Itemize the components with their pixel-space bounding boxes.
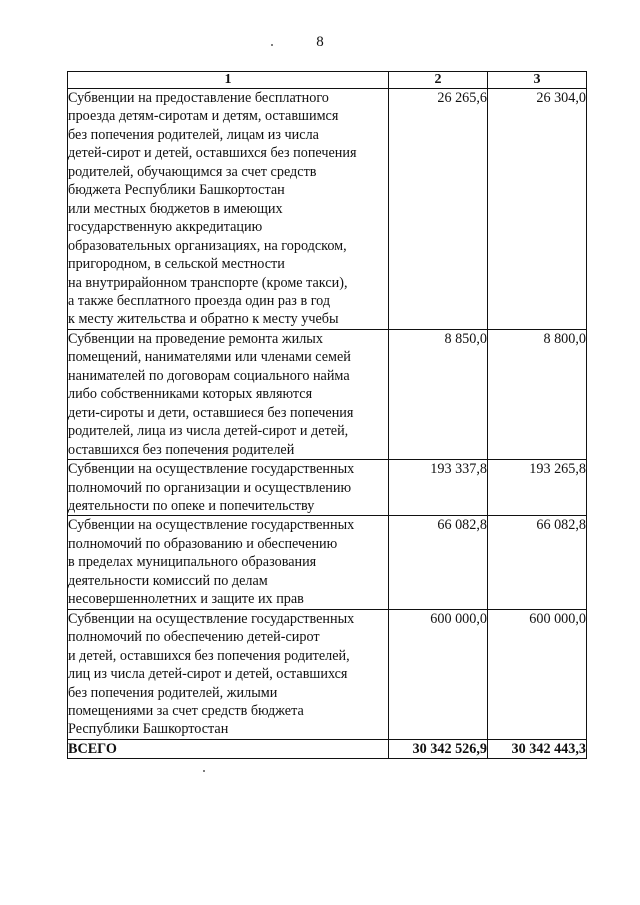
description-line: помещениями за счет средств бюджета	[68, 702, 304, 719]
value-col3: 600 000,0	[488, 609, 587, 739]
total-label: ВСЕГО	[68, 739, 389, 758]
description-line: оставшихся без попечения родителей	[68, 441, 295, 458]
page-number: 8	[316, 34, 324, 50]
value-col3: 26 304,0	[488, 89, 587, 330]
scan-speck	[203, 770, 205, 772]
table-row	[68, 609, 587, 739]
description-line: образовательных организациях, на городском,	[68, 237, 347, 254]
description-line: Субвенции на осуществление государственных	[68, 461, 355, 478]
column-header: 2	[389, 72, 488, 89]
description-line: полномочий по образованию и обеспечению	[68, 535, 338, 552]
description-line: деятельности комиссий по делам	[68, 572, 268, 589]
description-line: Субвенции на предоставление бесплатного	[68, 90, 329, 106]
subventions-table	[67, 71, 587, 759]
value-col3: 8 800,0	[488, 329, 587, 459]
description-line: к месту жительства и обратно к месту учебы	[68, 311, 339, 328]
description-line: Республики Башкортостан	[68, 721, 229, 738]
description-line: без попечения родителей, лицам из числа	[68, 126, 319, 143]
table-header-row	[68, 72, 587, 89]
description-line: Субвенции на проведение ремонта жилых	[68, 330, 323, 347]
table-row	[68, 460, 587, 516]
table-row	[68, 329, 587, 459]
description-line: или местных бюджетов в имеющих	[68, 200, 283, 217]
row-description	[68, 516, 389, 609]
description-line: родителей, обучающимся за счет средств	[68, 163, 317, 180]
total-value-col2: 30 342 526,9	[389, 739, 488, 758]
table-row	[68, 89, 587, 330]
value-col3: 66 082,8	[488, 516, 587, 609]
description-line: родителей, лица из числа детей-сирот и детей,	[68, 423, 349, 440]
description-line: и детей, оставшихся без попечения родителей,	[68, 647, 350, 664]
row-description	[68, 329, 389, 459]
description-line: несовершеннолетних и защите их прав	[68, 591, 304, 608]
description-line: детей-сирот и детей, оставшихся без попечения	[68, 145, 357, 162]
column-header: 3	[488, 72, 587, 89]
value-col2: 193 337,8	[389, 460, 488, 516]
column-header: 1	[68, 72, 389, 89]
total-row	[68, 739, 587, 758]
description-line: дети-сироты и дети, оставшиеся без попечения	[68, 404, 354, 421]
description-line: а также бесплатного проезда один раз в год	[68, 292, 331, 309]
description-line: государственную аккредитацию	[68, 219, 263, 236]
description-line: проезда детям-сиротам и детям, оставшимся	[68, 108, 339, 125]
description-line: полномочий по организации и осуществлению	[68, 479, 352, 496]
total-value-col3: 30 342 443,3	[488, 739, 587, 758]
description-line: полномочий по обеспечению детей-сирот	[68, 629, 320, 646]
table-row	[68, 516, 587, 609]
description-line: без попечения родителей, жилыми	[68, 684, 278, 701]
description-line: пригородном, в сельской местности	[68, 256, 285, 273]
value-col2: 66 082,8	[389, 516, 488, 609]
scan-speck	[271, 44, 273, 46]
value-col2: 8 850,0	[389, 329, 488, 459]
description-line: лиц из числа детей-сирот и детей, оставшихся	[68, 666, 348, 683]
row-description	[68, 460, 389, 516]
value-col2: 26 265,6	[389, 89, 488, 330]
description-line: деятельности по опеке и попечительству	[68, 497, 315, 514]
value-col2: 600 000,0	[389, 609, 488, 739]
row-description	[68, 89, 389, 330]
description-line: либо собственниками которых являются	[68, 386, 313, 403]
description-line: бюджета Республики Башкортостан	[68, 182, 285, 199]
description-line: помещений, нанимателями или членами семей	[68, 349, 351, 366]
row-description	[68, 609, 389, 739]
description-line: на внутрирайонном транспорте (кроме такси),	[68, 274, 348, 291]
description-line: нанимателей по договорам социального найма	[68, 367, 350, 384]
description-line: Субвенции на осуществление государственных	[68, 610, 355, 627]
description-line: Субвенции на осуществление государственных	[68, 517, 355, 534]
value-col3: 193 265,8	[488, 460, 587, 516]
description-line: в пределах муниципального образования	[68, 554, 317, 571]
